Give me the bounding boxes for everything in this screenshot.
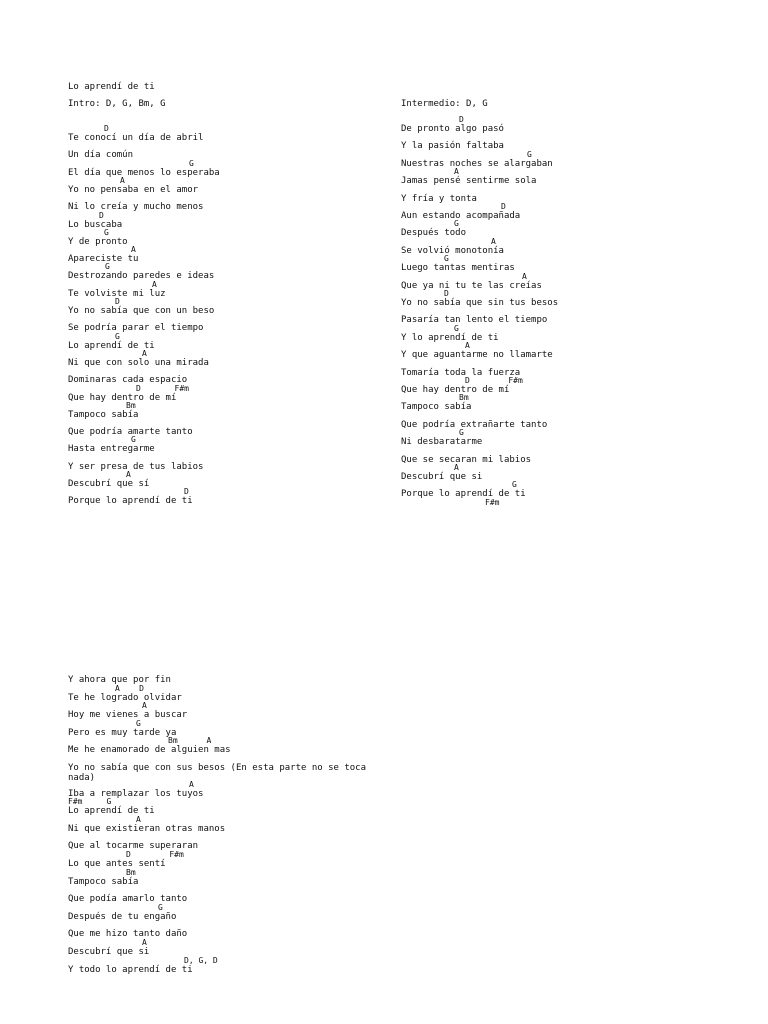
lyric-line: Dominaras cada espacio: [68, 375, 188, 386]
chord-label: D F#m: [126, 850, 184, 859]
lyric-line: Lo aprendí de ti: [68, 340, 155, 351]
lyric-line: Descubrí que si: [68, 947, 150, 957]
lyric-line: Luego tantas mentiras: [401, 263, 515, 274]
chord-label: A: [136, 814, 141, 824]
chord-label: G: [454, 219, 459, 229]
lyric-line: Ni lo creía y mucho menos: [68, 202, 204, 213]
chord-label: D F#m: [136, 383, 189, 393]
lyric-line: Pasaría tan lento el tiempo: [401, 315, 548, 326]
chord-label: D, G, D: [184, 955, 218, 965]
chord-label: G: [158, 902, 163, 912]
lyric-line: Lo que antes sentí: [68, 859, 166, 869]
lyric-line: Después todo: [401, 228, 467, 239]
lyric-line: Que se secaran mi labios: [401, 454, 532, 465]
lyric-line: Ni que con solo una mirada: [68, 357, 209, 368]
lyric-line: Que ya ni tu te las creías: [401, 280, 542, 291]
lyric-line: Se podría parar el tiempo: [68, 323, 204, 334]
chord-label: D: [99, 210, 104, 220]
lyric-line: El día que menos lo esperaba: [68, 167, 220, 178]
chord-label: A: [142, 701, 147, 711]
lyric-line: Descubrí que sí: [68, 479, 150, 489]
lyric-line: Te conocí un día de abril: [68, 133, 204, 143]
lyric-line: Jamas pensé sentirme sola: [401, 176, 537, 187]
chord-label: A D: [115, 683, 144, 693]
chord-label: A: [131, 245, 136, 255]
chord-label: A: [465, 341, 470, 351]
chord-label: A: [142, 938, 147, 947]
lyric-line: De pronto algo pasó: [401, 124, 504, 134]
lyric-line: Y fría y tonta: [401, 193, 477, 204]
lyric-line: Apareciste tu: [68, 254, 139, 265]
lyric-line: Pero es muy tarde ya: [68, 727, 177, 738]
lyric-line: Yo no sabía que con sus besos (En esta parte no se toca nada): [68, 763, 367, 783]
lyric-line: Lo buscaba: [68, 219, 123, 230]
lyric-line: Que podía amarlo tanto: [68, 894, 188, 905]
chord-label: G: [444, 254, 449, 264]
lyric-line: Lo aprendí de ti: [68, 806, 155, 817]
lyric-line: Te volviste mi luz: [68, 288, 166, 299]
verse-column-right: [401, 0, 731, 1024]
chord-label: F#m: [485, 497, 500, 507]
chord-label: Bm: [126, 400, 136, 410]
chord-label: Bm A: [168, 736, 212, 746]
lyric-line: Que hay dentro de mí: [401, 385, 510, 395]
chord-label: Bm: [126, 867, 136, 877]
chord-label: A: [189, 779, 194, 789]
lyric-line: Descubrí que si: [401, 472, 483, 482]
chord-label: G: [459, 428, 464, 438]
chord-label: G: [105, 262, 110, 272]
chord-label: Bm: [459, 393, 469, 403]
chord-label: A: [152, 279, 157, 289]
chord-label: D: [184, 487, 189, 497]
chord-label: G: [527, 149, 532, 159]
lyric-line: Tampoco sabía: [68, 876, 139, 887]
lyric-line: Yo no pensaba en el amor: [68, 184, 199, 195]
lyric-line: Nuestras noches se alargaban: [401, 158, 553, 169]
lyric-line: Que al tocarme superaran: [68, 841, 199, 852]
chord-label: D: [444, 289, 449, 298]
chord-label: G: [131, 435, 136, 445]
lyric-line: Y ahora que por fin: [68, 675, 171, 685]
intermedio-chords: Intermedio: D, G: [401, 99, 488, 109]
lyric-line: Hasta entregarme: [68, 444, 155, 455]
chord-label: G: [454, 323, 459, 333]
chord-label: G: [115, 331, 120, 341]
chord-label: A: [491, 236, 496, 246]
intro-chords: Intro: D, G, Bm, G: [68, 99, 166, 109]
chord-label: A: [522, 271, 527, 281]
lyric-line: Tampoco sabía: [401, 402, 472, 413]
chord-label: D: [104, 124, 109, 133]
lyric-line: Y que aguantarme no llamarte: [401, 350, 553, 361]
lyric-line: Y todo lo aprendí de ti: [68, 964, 193, 975]
chord-label: F#m G: [68, 797, 112, 807]
chord-label: A: [454, 167, 459, 177]
lyric-line: Destrozando paredes e ideas: [68, 271, 215, 282]
lyric-line: Me he enamorado de alguien mas: [68, 745, 231, 756]
lyric-line: Que podría extrañarte tanto: [401, 419, 548, 430]
lyric-line: Que podría amarte tanto: [68, 427, 193, 438]
lyric-line: Yo no sabía que con un beso: [68, 306, 215, 316]
lyric-line: Después de tu engaño: [68, 911, 177, 922]
lyric-line: Yo no sabía que sin tus besos: [401, 298, 559, 308]
lyric-line: Un día común: [68, 150, 134, 161]
chord-label: D: [459, 115, 464, 124]
chord-label: G: [512, 480, 517, 490]
chord-label: A: [142, 348, 147, 358]
lyric-line: Se volvió monotonía: [401, 245, 504, 256]
chord-label: G: [136, 718, 141, 728]
chord-label: A: [454, 463, 459, 472]
lyric-line: Iba a remplazar los tuyos: [68, 788, 204, 799]
verse-column-bottom: [68, 0, 398, 1024]
chord-label: D: [501, 202, 506, 211]
lyric-line: Ni que existieran otras manos: [68, 823, 226, 834]
chord-label: D F#m: [465, 376, 523, 385]
lyric-line: Y la pasión faltaba: [401, 141, 504, 152]
chord-label: A: [120, 175, 125, 185]
lyric-line: Ni desbaratarme: [401, 437, 483, 448]
lyric-line: Tampoco sabía: [68, 409, 139, 420]
chord-label: G: [189, 158, 194, 168]
chord-label: A: [126, 470, 131, 479]
lyric-line: Hoy me vienes a buscar: [68, 710, 188, 721]
lyric-line: Tomaría toda la fuerza: [401, 367, 521, 378]
lyric-line: Y lo aprendí de ti: [401, 332, 499, 343]
lyric-line: Te he logrado olvidar: [68, 692, 182, 703]
song-title: Lo aprendí de ti: [68, 82, 155, 92]
lyric-line: Que hay dentro de mí: [68, 392, 177, 403]
lyric-line: Y de pronto: [68, 236, 128, 247]
lyric-line: Porque lo aprendí de ti: [68, 496, 193, 507]
chord-label: D: [115, 297, 120, 306]
lyric-line: Aun estando acompañada: [401, 211, 521, 221]
chord-label: G: [104, 227, 109, 237]
lyric-line: Que me hizo tanto daño: [68, 929, 188, 940]
lyric-line: Y ser presa de tus labios: [68, 461, 204, 472]
lyric-line: Porque lo aprendí de ti: [401, 489, 526, 500]
